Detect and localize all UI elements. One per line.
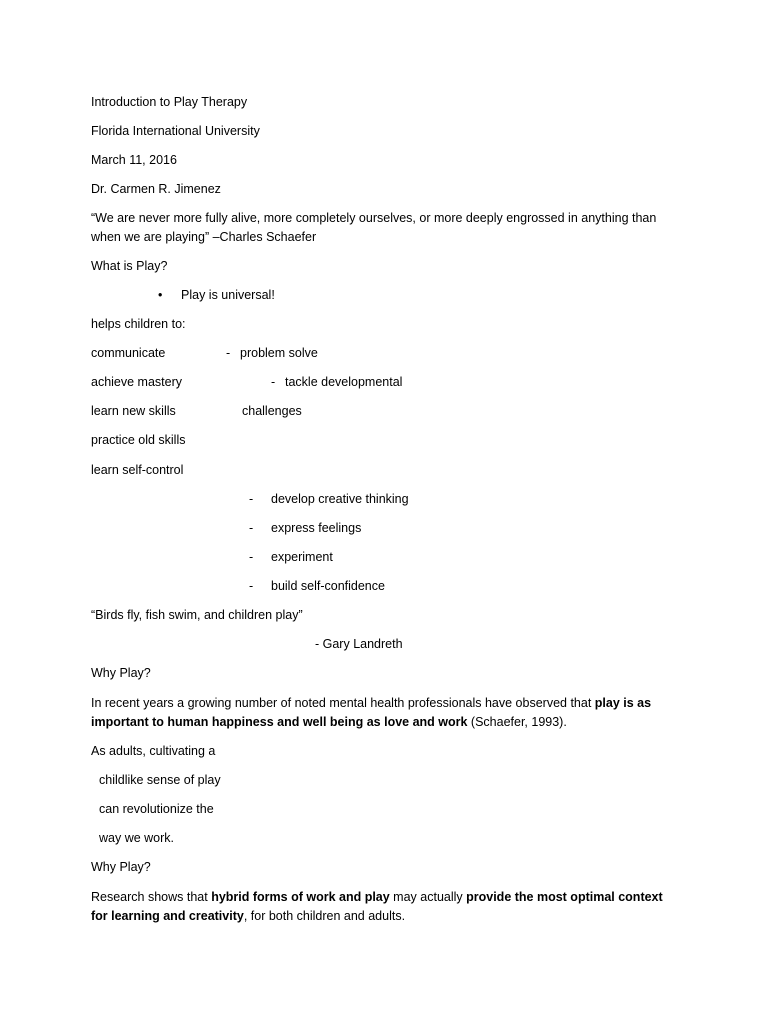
dash-marker: -: [249, 521, 254, 535]
adults-line: way we work.: [99, 831, 175, 845]
helps-label: helps children to:: [91, 317, 186, 331]
quote-line-1: “We are never more fully alive, more completely ourselves, or more deeply engrossed in anything than: [91, 211, 657, 225]
list-item: learn new skills: [91, 404, 176, 418]
list-item: communicate: [91, 346, 166, 360]
quote-attribution: - Gary Landreth: [315, 637, 403, 651]
list-item: practice old skills: [91, 433, 186, 447]
course-title: Introduction to Play Therapy: [91, 95, 248, 109]
paragraph-text: , for both children and adults.: [243, 909, 406, 923]
dash-marker: -: [249, 492, 254, 506]
paragraph-text: Research shows that: [91, 890, 212, 904]
paragraph-research: [91, 888, 681, 926]
section-heading-why-play: Why Play?: [91, 666, 151, 680]
paragraph-text: In recent years a growing number of noted mental health professionals have observed that: [91, 696, 595, 710]
section-heading-what-is-play: What is Play?: [91, 259, 168, 273]
paragraph-text: (Schaefer, 1993).: [467, 715, 567, 729]
list-item: experiment: [271, 550, 333, 564]
list-item: challenges: [242, 404, 302, 418]
adults-line: can revolutionize the: [99, 802, 214, 816]
paragraph-emphasis: provide the most optimal context for learning and creativity: [91, 890, 663, 923]
list-item: learn self-control: [91, 463, 184, 477]
dash-marker: -: [226, 346, 231, 360]
document-date: March 11, 2016: [91, 153, 177, 167]
bullet-icon: •: [158, 288, 163, 302]
paragraph-text: may actually: [389, 890, 467, 904]
quote-text: “Birds fly, fish swim, and children play”: [91, 608, 303, 622]
list-item: problem solve: [240, 346, 318, 360]
quote-line-2: when we are playing” –Charles Schaefer: [91, 230, 317, 244]
list-item: build self-confidence: [271, 579, 385, 593]
dash-marker: -: [249, 550, 254, 564]
university-name: Florida International University: [91, 124, 260, 138]
list-item: achieve mastery: [91, 375, 183, 389]
instructor-name: Dr. Carmen R. Jimenez: [91, 182, 221, 196]
paragraph-play-importance: [91, 694, 681, 732]
section-heading-why-play-2: Why Play?: [91, 860, 151, 874]
bullet-item: Play is universal!: [181, 288, 275, 302]
list-item: develop creative thinking: [271, 492, 409, 506]
adults-line: As adults, cultivating a: [91, 744, 216, 758]
list-item: tackle developmental: [285, 375, 403, 389]
paragraph-emphasis: hybrid forms of work and play: [211, 890, 390, 904]
list-item: express feelings: [271, 521, 362, 535]
dash-marker: -: [271, 375, 276, 389]
adults-line: childlike sense of play: [99, 773, 221, 787]
paragraph-emphasis: play is as important to human happiness and well being as love and work: [91, 696, 652, 729]
dash-marker: -: [249, 579, 254, 593]
